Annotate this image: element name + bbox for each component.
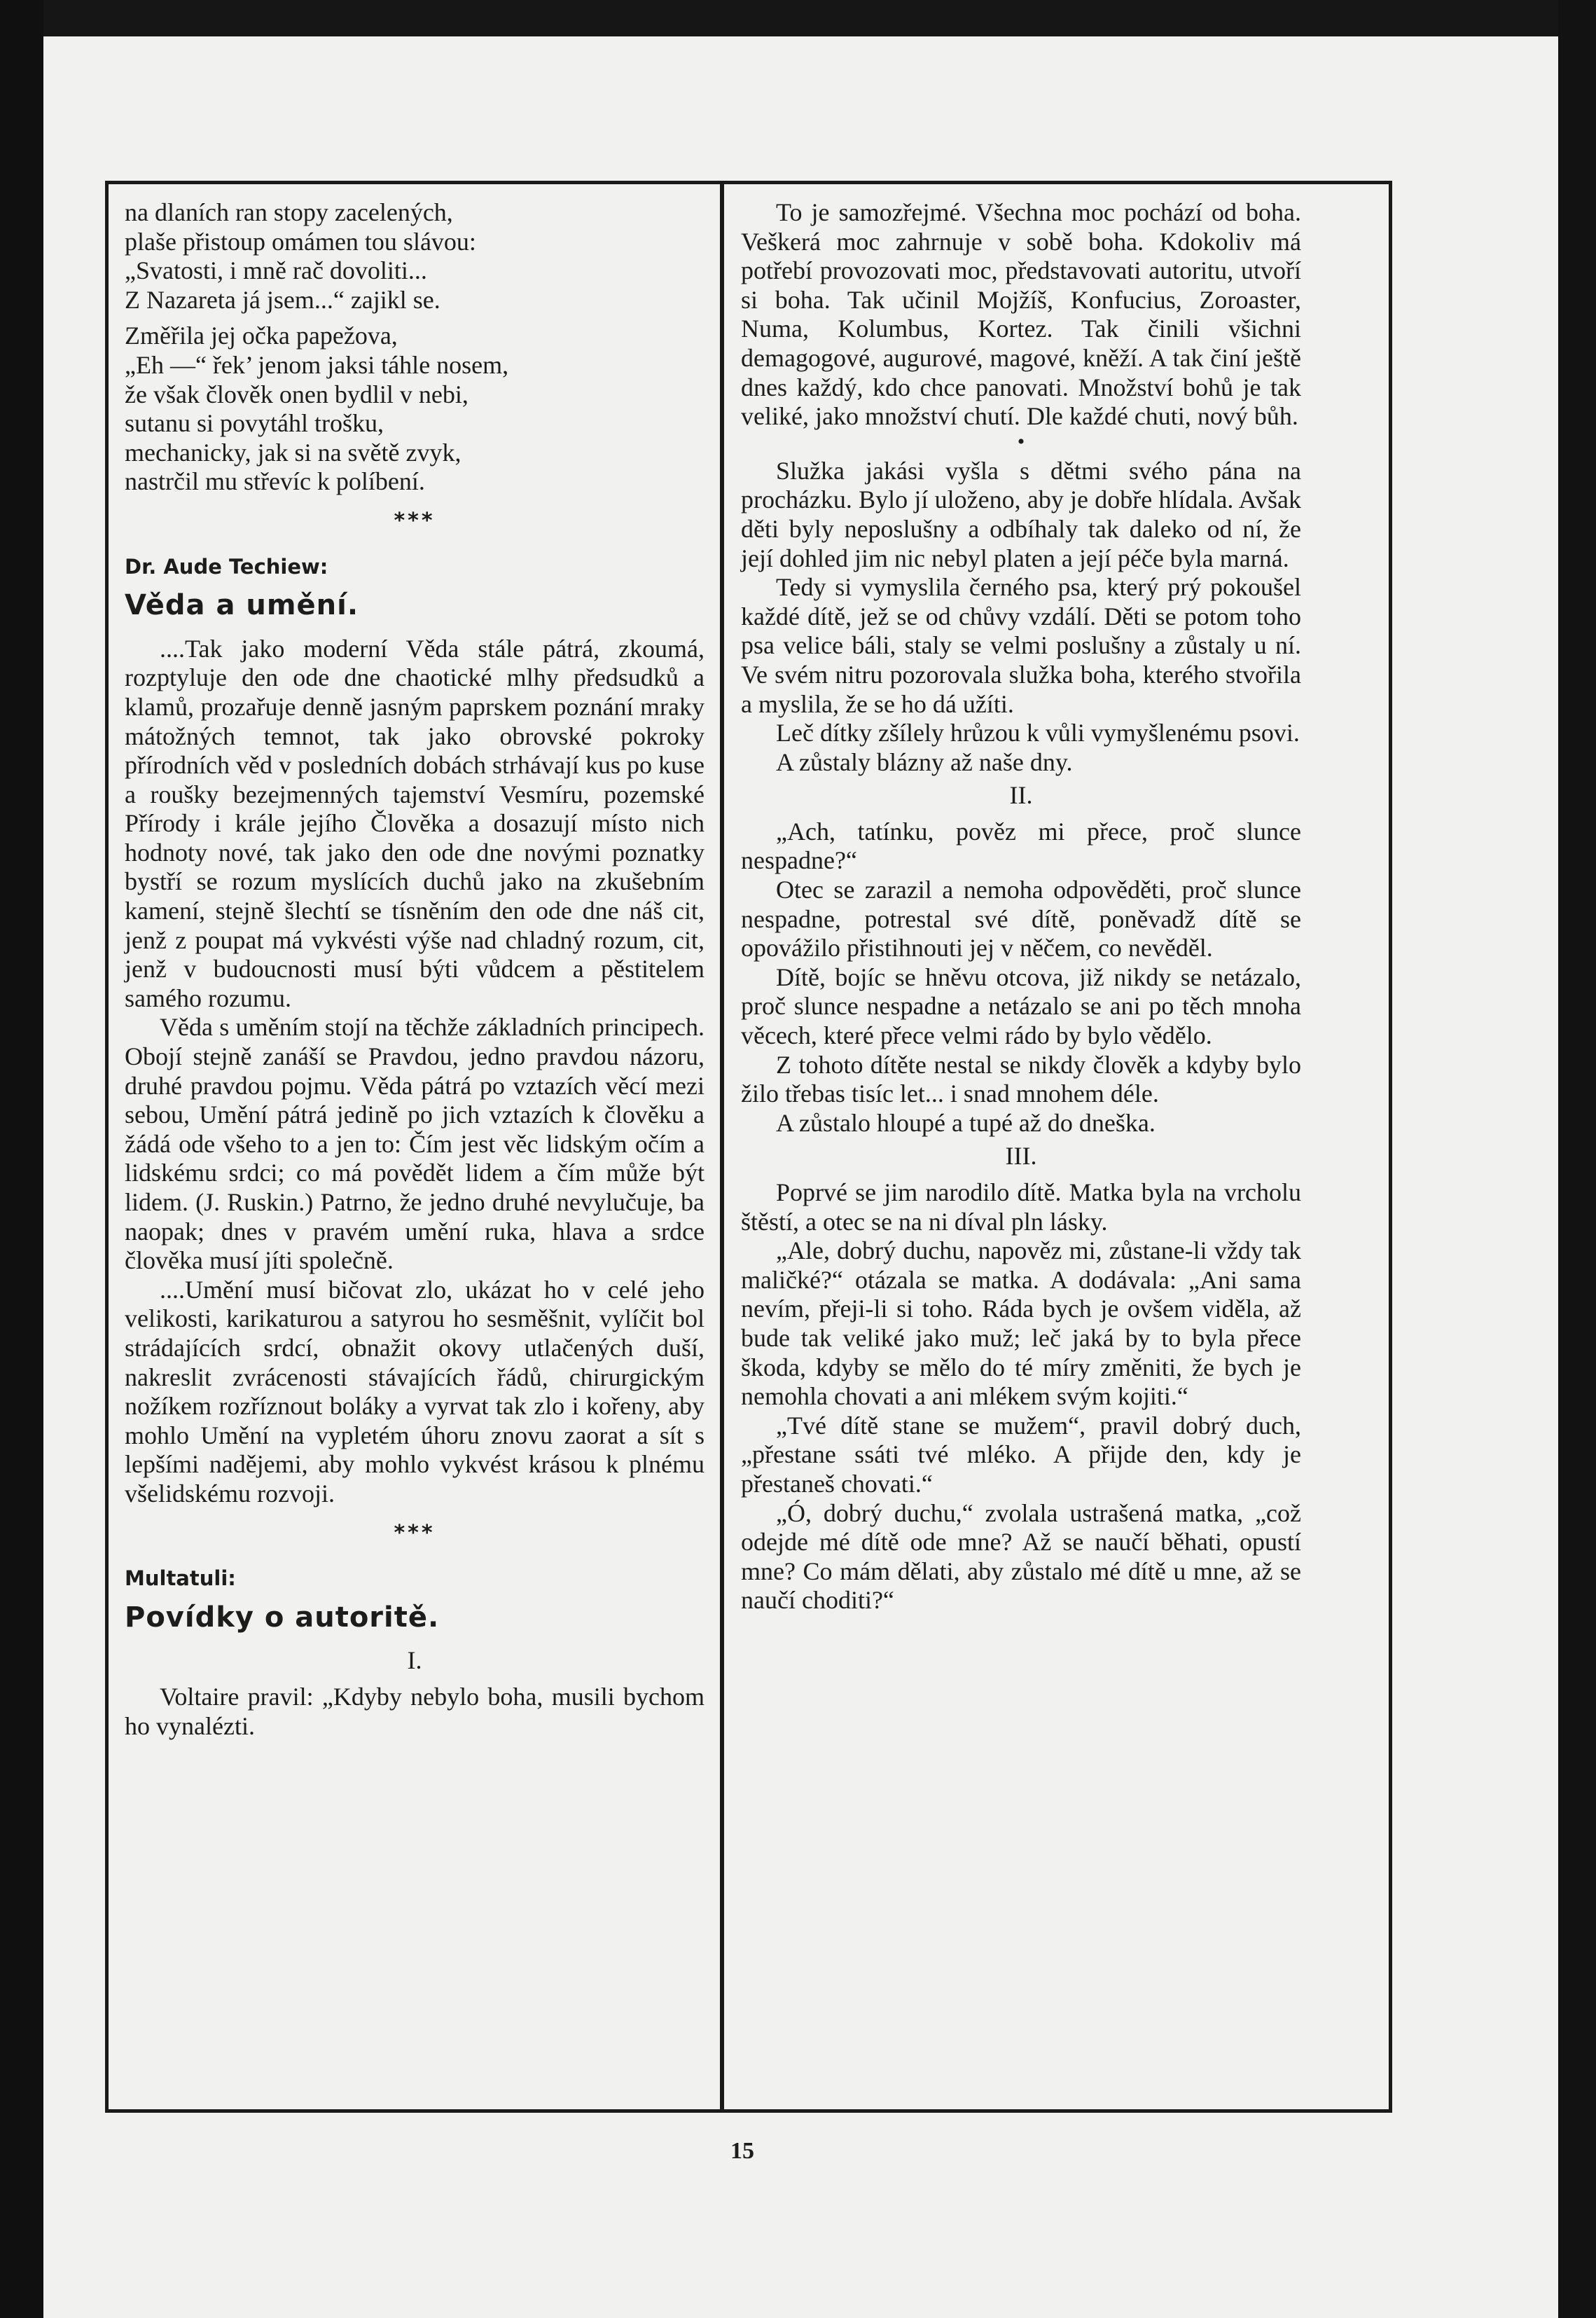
- paragraph: „Tvé dítě stane se mužem“, pravil dobrý duch, „přestane ssáti tvé mléko. A přijde den, kdy je přestaneš chovati.“: [741, 1411, 1301, 1498]
- paragraph: Věda s uměním stojí na těchže základních principech. Obojí stejně zanáší se Pravdou, jedno pravdou názoru, druhé pravdou pojmu. Věda pátrá po vztazích věcí mezi sebou, Umění pátrá jedině po jich vztazích k člověku a žádá ode všeho to a jen to: Čím jest věc lidským očím a lidskému srdci; co má povědět lidem a čím může být lidem. (J. Ruskin.) Patrno, že jedno druhé nevylučuje, ba naopak; dnes v pravém umění ruka, hlava a srdce člověka musí jíti společně.: [125, 1013, 705, 1275]
- right-column: [741, 198, 1301, 1615]
- paragraph: „Ale, dobrý duchu, napověz mi, zůstane-li vždy tak maličké?“ otázala se matka. A dodávala: „Ani sama nevím, přeji-li si toho. Ráda bych je ovšem viděla, až bude tak veliké jako muž; leč jaká by to byla přece škoda, kdyby se mělo do té míry změniti, že bych je nemohla chovati a ani mlékem svým kojiti.“: [741, 1236, 1301, 1411]
- article-title: Věda a umění.: [125, 589, 359, 622]
- paragraph: A zůstalo hloupé a tupé až do dneška.: [776, 1108, 1156, 1137]
- scan-border-right: [1558, 0, 1596, 2318]
- paragraph: Z tohoto dítěte nestal se nikdy člověk a kdyby bylo žilo třebas tisíc let... i snad mnohem déle.: [741, 1050, 1301, 1108]
- paragraph: To je samozřejmé. Všechna moc pochází od boha. Veškerá moc zahrnuje v sobě boha. Kdokoliv má potřebí provozovati moc, představovati autoritu, utvoří si boha. Tak učinil Mojžíš, Konfucius, Zoroaster, Numa, Kolumbus, Kortez. Tak činili všichni demagogové, augurové, magové, kněží. A tak činí ještě dnes každý, kdo chce panovati. Množství bohů je tak veliké, jako množství chutí. Dle každé chuti, nový bůh.: [741, 198, 1301, 431]
- scan-border-left: [0, 0, 43, 2318]
- poem-line: nastrčil mu střevíc k políbení.: [125, 467, 425, 496]
- poem-line: „Eh —“ řek’ jenom jaksi táhle nosem,: [125, 350, 509, 379]
- article-title: Povídky o autoritě.: [125, 1601, 440, 1634]
- poem-line: plaše přistoup omámen tou slávou:: [125, 227, 476, 256]
- poem-line: mechanicky, jak si na světě zvyk,: [125, 438, 462, 467]
- article-author: Multatuli:: [125, 1566, 236, 1591]
- scan-border-top: [0, 0, 1596, 36]
- separator-stars: ***: [394, 508, 436, 533]
- poem-stanza-1: [125, 198, 705, 315]
- bullet-separator: •: [1017, 429, 1025, 453]
- column-divider: [720, 181, 724, 2113]
- paragraph: Poprvé se jim narodilo dítě. Matka byla na vrcholu štěstí, a otec se na ni díval pln lásky.: [741, 1178, 1301, 1236]
- left-column: [125, 198, 705, 1741]
- separator-stars: ***: [394, 1520, 436, 1545]
- paragraph: ....Umění musí bičovat zlo, ukázat ho v celé jeho velikosti, karikaturou a satyrou ho sesměšnit, vylíčit bol strádajících srdcí, obnažit okovy utlačených duší, nakreslit zvrácenosti stávajících řádů, chirurgickým nožíkem rozříznout boláky a vyrvat tak zlo i kořeny, aby mohlo Umění na vypletém úhoru znovu zaorat a sít s lepšími nadějemi, aby mohlo vykvést krásou k plnému všelidskému rozvoji.: [125, 1275, 705, 1508]
- paragraph: „Ach, tatínku, pověz mi přece, proč slunce nespadne?“: [741, 817, 1301, 875]
- paragraph: Dítě, bojíc se hněvu otcova, již nikdy se netázalo, proč slunce nespadne a netázalo se ani po těch mnoha věcech, které přece velmi rádo by bylo vědělo.: [741, 963, 1301, 1050]
- page-number: 15: [730, 2138, 754, 2164]
- poem-line: že však člověk onen bydlil v nebi,: [125, 380, 469, 408]
- poem-line: Změřila jej očka papežova,: [125, 322, 398, 350]
- paragraph: Otec se zarazil a nemoha odpověděti, proč slunce nespadne, potrestal své dítě, poněvadž dítě se opovážilo přistihnouti jej v něčem, co nevěděl.: [741, 876, 1301, 963]
- section-numeral: III.: [1005, 1142, 1037, 1171]
- section-numeral: I.: [407, 1646, 422, 1675]
- poem-line: na dlaních ran stopy zacelených,: [125, 198, 453, 226]
- paragraph: Tedy si vymyslila černého psa, který prý pokoušel každé dítě, jež se od chůvy vzdálí. Děti se potom toho psa velice báli, staly se velmi poslušny a zůstaly u ní. Ve svém nitru pozorovala služka boha, kterého stvořila a myslila, že se ho dá užíti.: [741, 573, 1301, 718]
- poem-line: Z Nazareta já jsem...“ zajikl se.: [125, 285, 440, 314]
- paragraph: Leč dítky zšílely hrůzou k vůli vymyšlenému psovi.: [776, 719, 1300, 747]
- poem-stanza-2: [125, 322, 705, 497]
- paragraph: A zůstaly blázny až naše dny.: [776, 747, 1073, 776]
- poem-line: sutanu si povytáhl trošku,: [125, 409, 384, 438]
- paragraph: Voltaire pravil: „Kdyby nebylo boha, musili bychom ho vynalézti.: [125, 1682, 705, 1740]
- poem-line: „Svatosti, i mně rač dovoliti...: [125, 256, 427, 285]
- paragraph: ....Tak jako moderní Věda stále pátrá, zkoumá, rozptyluje den ode dne chaotické mlhy předsudků a klamů, prozařuje denně jasným paprskem poznání mraky mátožných temnot, tak jako obrovské pokroky přírodních věd v posledních dobách strhávají kus po kuse a roušky bezejmenných tajemství Vesmíru, pozemské Přírody i krále jejího Člověka a dosazují místo nich hodnoty nové, tak jako den ode dne novými poznatky bystří se rozum myslících duchů jako na zkušebním kamení, stejně šlechtí se tísněním den ode dne náš cit, jenž z poupat má vykvésti výše nad chladný rozum, cit, jenž v budoucnosti musí býti vůdcem a pěstitelem samého rozumu.: [125, 634, 705, 1012]
- paragraph: Služka jakási vyšla s dětmi svého pána na procházku. Bylo jí uloženo, aby je dobře hlídala. Avšak děti byly neposlušny a odbíhaly tak daleko od ní, že její dohled jim nic nebyl platen a její péče byla marná.: [741, 456, 1301, 572]
- article-author: Dr. Aude Techiew:: [125, 554, 328, 579]
- paragraph: „Ó, dobrý duchu,“ zvolala ustrašená matka, „což odejde mé dítě ode mne? Až se naučí běhati, opustí mne? Co mám dělati, aby zůstalo mé dítě u mne, až se naučí choditi?“: [741, 1498, 1301, 1615]
- section-numeral: II.: [1009, 781, 1033, 810]
